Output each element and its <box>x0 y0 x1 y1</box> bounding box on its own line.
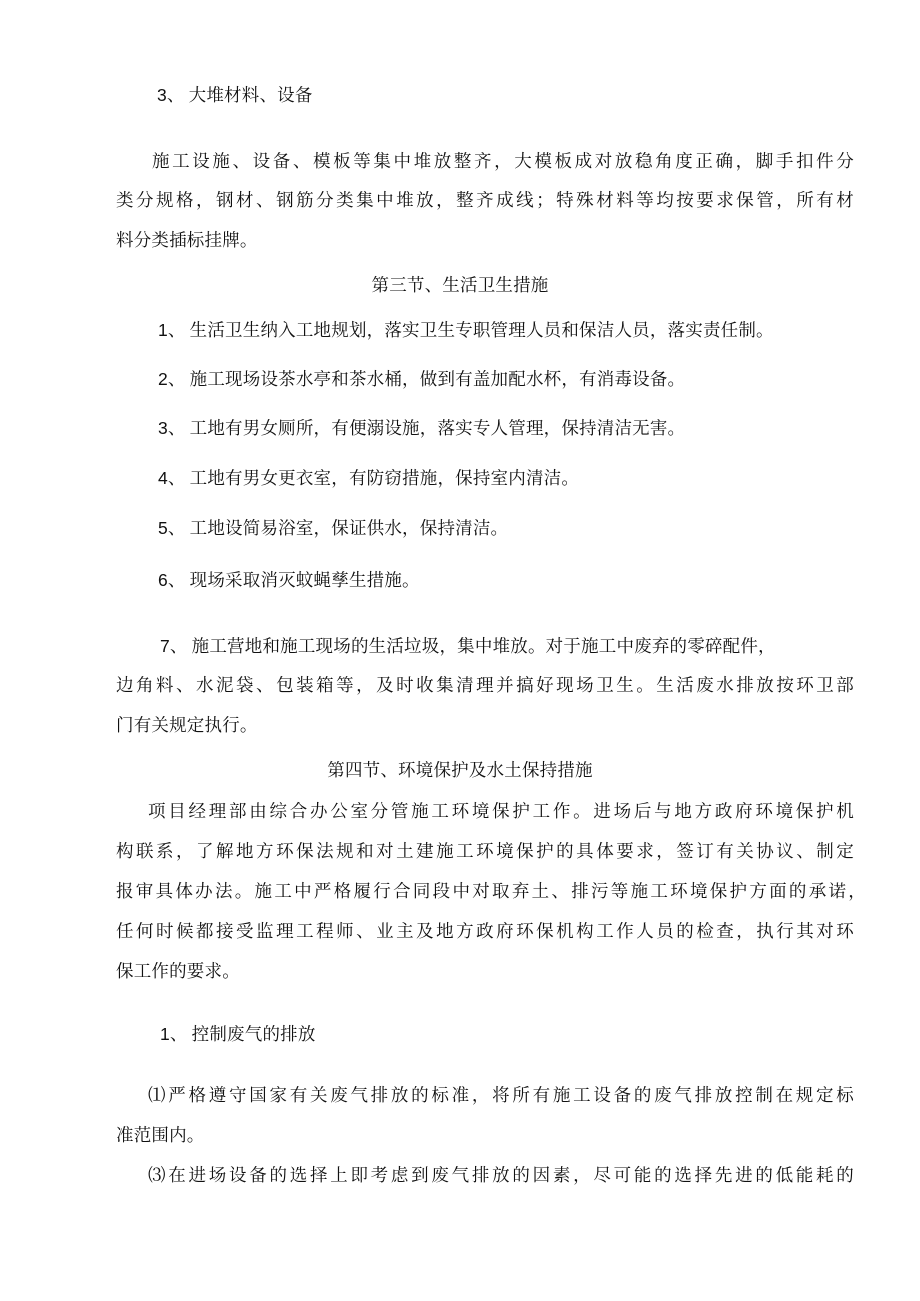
paragraph-line: ⑴严格遵守国家有关废气排放的标准，将所有施工设备的废气排放控制在规定标 <box>148 1086 854 1106</box>
item-text: 工地有男女厕所，有便溺设施，落实专人管理，保持清洁无害。 <box>189 419 686 439</box>
item-text: 工地有男女更衣室，有防窃措施，保持室内清洁。 <box>189 469 580 489</box>
item-number: 1、 <box>158 320 186 340</box>
paragraph-line: 门有关规定执行。 <box>116 716 258 736</box>
item-number: 4、 <box>158 468 186 488</box>
item-number: 7、 <box>160 636 188 656</box>
item-text: 控制废气的排放 <box>191 1025 316 1045</box>
list-item <box>158 568 420 593</box>
list-item <box>158 466 579 491</box>
item-number: 3、 <box>157 85 185 105</box>
list-item <box>158 516 508 541</box>
item-number: 6、 <box>158 570 186 590</box>
item-number: 3、 <box>158 418 186 438</box>
item-text: 施工现场设茶水亭和茶水桶，做到有盖加配水杯，有消毒设备。 <box>189 370 686 390</box>
item-number: 2、 <box>158 369 186 389</box>
paragraph-line: 任何时候都接受监理工程师、业主及地方政府环保机构工作人员的检查，执行其对环 <box>116 922 854 942</box>
item-text: 工地设简易浴室，保证供水，保持清洁。 <box>189 519 509 539</box>
paragraph-line: 边角料、水泥袋、包装箱等，及时收集清理并搞好现场卫生。生活废水排放按环卫部 <box>116 676 854 696</box>
list-item <box>158 318 774 343</box>
item-text: 现场采取消灭蚊蝇孳生措施。 <box>189 571 420 591</box>
paragraph-line: 构联系，了解地方环保法规和对土建施工环境保护的具体要求，签订有关协议、制定 <box>116 842 854 862</box>
list-item <box>158 416 685 441</box>
list-item <box>160 634 776 659</box>
paragraph-line: 料分类插标挂牌。 <box>116 231 258 251</box>
item-text: 大堆材料、设备 <box>188 86 313 106</box>
list-item <box>158 367 685 392</box>
paragraph-line: ⑶在进场设备的选择上即考虑到废气排放的因素，尽可能的选择先进的低能耗的 <box>148 1166 854 1186</box>
paragraph-line: 项目经理部由综合办公室分管施工环境保护工作。进场后与地方政府环境保护机 <box>148 802 854 822</box>
subheading-exhaust-control <box>160 1022 316 1047</box>
subheading-bulk-materials <box>157 83 313 108</box>
item-number: 1、 <box>160 1024 188 1044</box>
paragraph-line: 类分规格，钢材、钢筋分类集中堆放，整齐成线；特殊材料等均按要求保管，所有材 <box>116 191 854 211</box>
item-text: 生活卫生纳入工地规划，落实卫生专职管理人员和保洁人员，落实责任制。 <box>189 321 774 341</box>
section-heading-4: 第四节、环境保护及水土保持措施 <box>327 761 593 781</box>
paragraph-line: 施工设施、设备、模板等集中堆放整齐，大模板成对放稳角度正确，脚手扣件分 <box>152 152 854 172</box>
item-text: 施工营地和施工现场的生活垃圾，集中堆放。对于施工中废弃的零碎配件， <box>191 637 776 657</box>
paragraph-line: 准范围内。 <box>116 1126 205 1146</box>
section-heading-3: 第三节、生活卫生措施 <box>371 276 549 296</box>
paragraph-line: 报审具体办法。施工中严格履行合同段中对取弃土、排污等施工环境保护方面的承诺， <box>116 882 866 902</box>
paragraph-line: 保工作的要求。 <box>116 962 240 982</box>
item-number: 5、 <box>158 518 186 538</box>
